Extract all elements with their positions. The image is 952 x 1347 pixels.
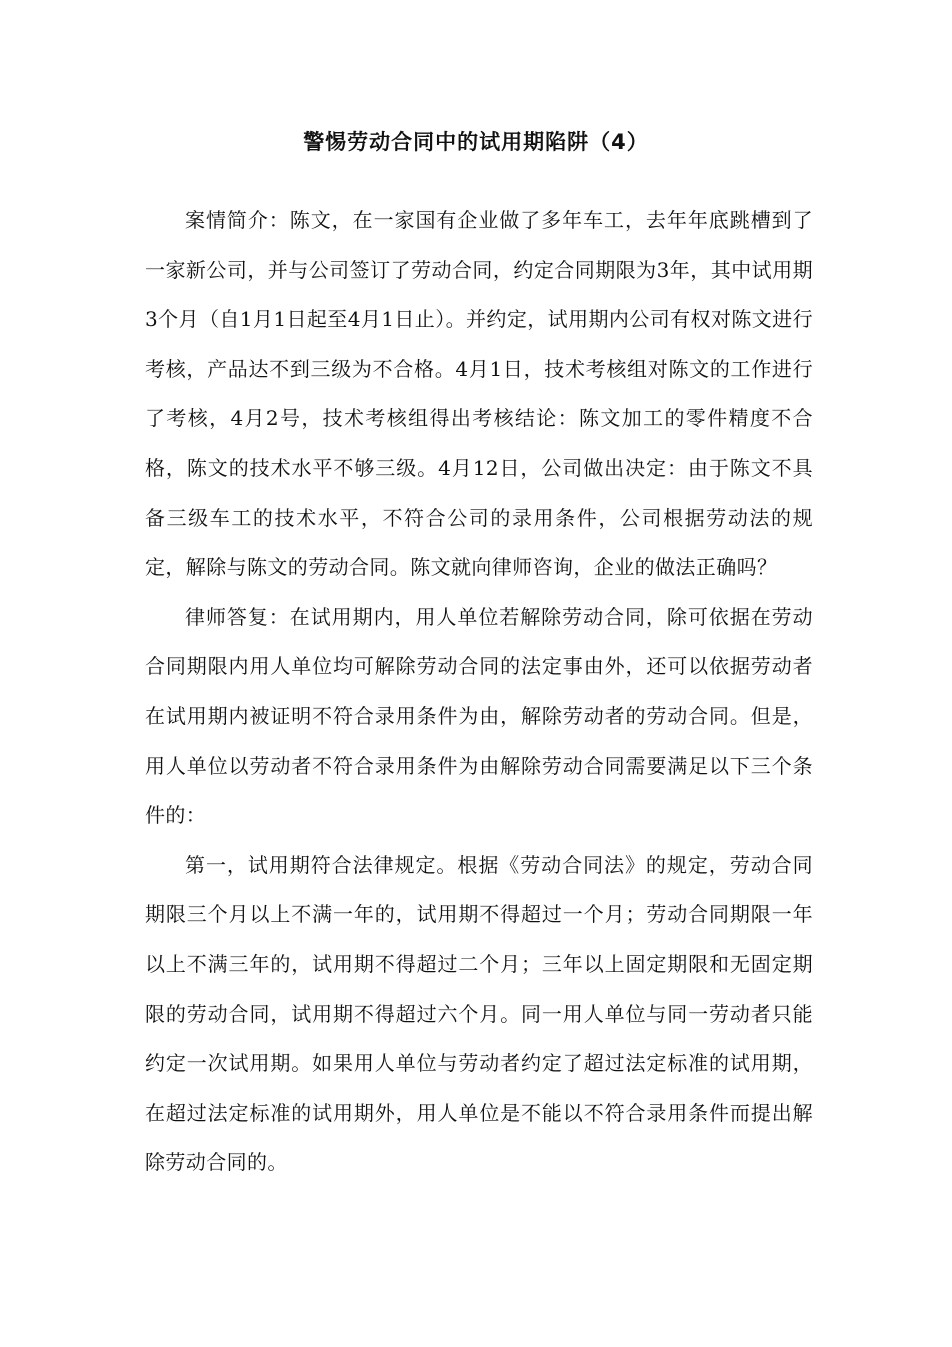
paragraph-case-summary: 案情简介：陈文，在一家国有企业做了多年车工，去年年底跳槽到了一家新公司，并与公司签订了劳动合同，约定合同期限为3年，其中试用期3个月（自1月1日起至4月1日止）。并约定，试用期内公司有权对陈文进行考核，产品达不到三级为不合格。4月1日，技术考核组对陈文的工作进行了考核，4月2号，技术考核组得出考核结论：陈文加工的零件精度不合格，陈文的技术水平不够三级。4月12日，公司做出决定：由于陈文不具备三级车工的技术水平，不符合公司的录用条件，公司根据劳动法的规定，解除与陈文的劳动合同。陈文就向律师咨询，企业的做法正确吗？	[145, 208, 813, 580]
paragraph-lawyer-reply: 律师答复：在试用期内，用人单位若解除劳动合同，除可依据在劳动合同期限内用人单位均可解除劳动合同的法定事由外，还可以依据劳动者在试用期内被证明不符合录用条件为由，解除劳动者的劳动合同。但是，用人单位以劳动者不符合录用条件为由解除劳动合同需要满足以下三个条件的：	[145, 604, 813, 828]
document-title: 警惕劳动合同中的试用期陷阱（4）	[303, 130, 649, 154]
paragraph-condition-one: 第一，试用期符合法律规定。根据《劳动合同法》的规定，劳动合同期限三个月以上不满一年的，试用期不得超过一个月；劳动合同期限一年以上不满三年的，试用期不得超过二个月；三年以上固定期限和无固定期限的劳动合同，试用期不得超过六个月。同一用人单位与同一劳动者只能约定一次试用期。如果用人单位与劳动者约定了超过法定标准的试用期，在超过法定标准的试用期外，用人单位是不能以不符合录用条件而提出解除劳动合同的。	[145, 852, 813, 1175]
document-body	[145, 196, 813, 1188]
